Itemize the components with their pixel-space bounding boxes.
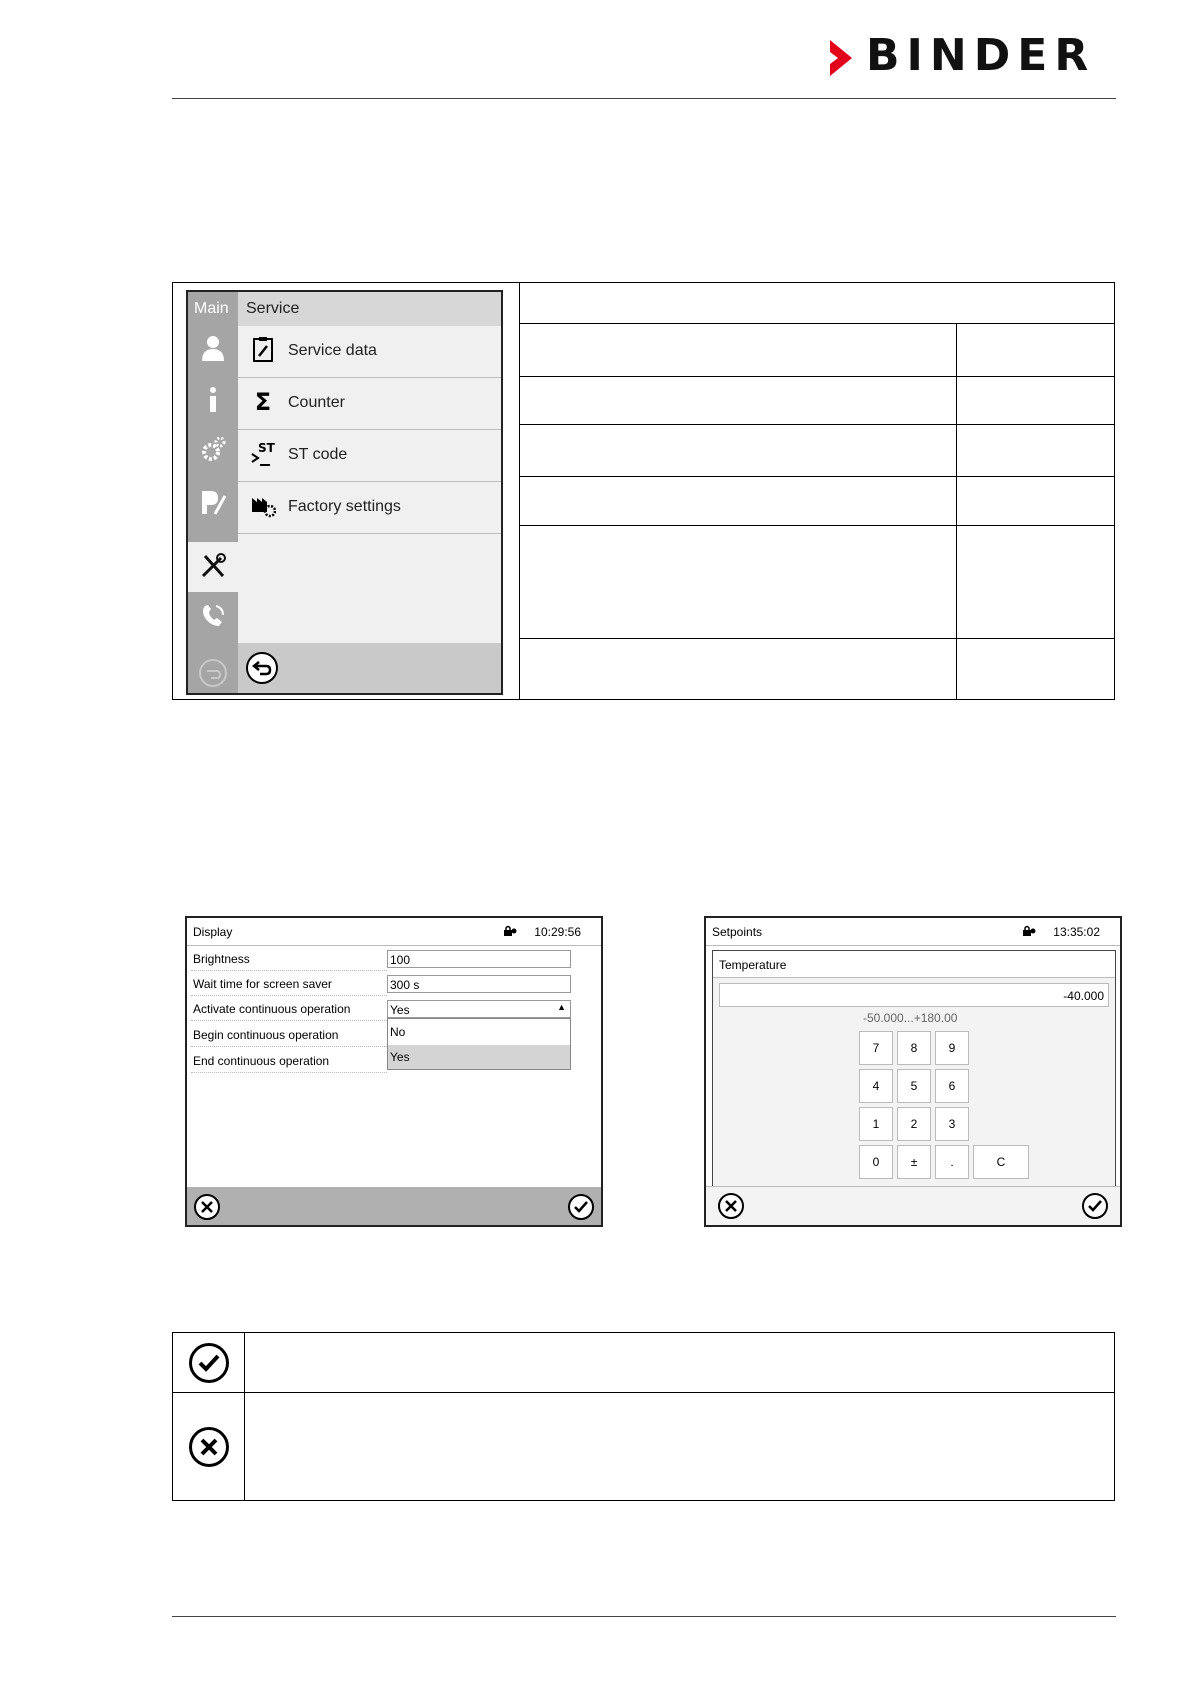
dropdown-option-no[interactable]: No — [390, 1025, 406, 1039]
binder-logo — [826, 30, 1116, 81]
setting-row — [191, 946, 387, 971]
setpoints-header — [706, 918, 1120, 946]
clock-time: 10:29:56 — [534, 925, 581, 939]
logo-arrow-icon — [826, 36, 856, 80]
menu-item-service-data[interactable] — [238, 326, 501, 378]
screen-title: Setpoints — [712, 925, 763, 939]
keypad-2[interactable]: 2 — [897, 1107, 931, 1141]
keypad-clear[interactable]: C — [973, 1145, 1029, 1179]
footer-rule — [172, 1616, 1116, 1617]
value-input[interactable] — [719, 983, 1109, 1007]
setting-row — [191, 996, 387, 1021]
setting-label: Wait time for screen saver — [193, 977, 332, 991]
back-button[interactable] — [246, 652, 278, 684]
cancel-x-icon — [189, 1427, 229, 1467]
cancel-button[interactable] — [194, 1194, 220, 1220]
factory-gear-icon — [250, 492, 276, 520]
menu-item-label: Factory settings — [288, 498, 401, 515]
back-arrow-icon — [248, 654, 276, 682]
clipboard-wrench-icon — [250, 336, 276, 364]
numeric-input-dialog — [712, 950, 1116, 1189]
dialog-title-bar — [713, 951, 1115, 978]
service-menu-table — [172, 282, 1115, 700]
keypad-decimal[interactable]: . — [935, 1145, 969, 1179]
setting-label: Brightness — [193, 952, 250, 966]
keypad-plus-minus[interactable]: ± — [897, 1145, 931, 1179]
dropdown-arrow-icon: ▲ — [557, 1002, 566, 1012]
brightness-input[interactable] — [387, 950, 571, 968]
keypad-8[interactable]: 8 — [897, 1031, 931, 1065]
dropdown-list — [387, 1018, 571, 1070]
check-icon — [570, 1196, 592, 1218]
user-lock-icon — [1022, 925, 1036, 940]
menu-item-factory-settings[interactable] — [238, 482, 501, 534]
service-bottom-bar — [238, 643, 501, 693]
service-tools-icon[interactable] — [188, 552, 238, 587]
dropdown-option-yes[interactable]: Yes — [388, 1045, 570, 1069]
sigma-icon: Σ — [254, 388, 272, 416]
value-range: -50.000...+180.00 — [863, 1011, 958, 1025]
service-screen — [186, 290, 503, 695]
clock-time: 13:35:02 — [1053, 925, 1100, 939]
setting-row — [191, 1022, 387, 1047]
menu-item-label: ST code — [288, 446, 348, 463]
setting-label: End continuous operation — [193, 1054, 330, 1068]
confirm-check-icon — [189, 1343, 229, 1383]
icon-legend-table — [172, 1332, 1115, 1501]
close-icon — [720, 1195, 742, 1217]
keypad-5[interactable]: 5 — [897, 1069, 931, 1103]
svg-text:ST: ST — [258, 441, 275, 455]
field-label: Temperature — [719, 958, 787, 972]
confirm-button[interactable] — [568, 1194, 594, 1220]
input-value: -40.000 — [1063, 989, 1104, 1003]
menu-item-st-code[interactable] — [238, 430, 501, 482]
field-value: 100 — [390, 953, 411, 967]
field-value: 300 s — [390, 978, 420, 992]
title-main[interactable]: Main — [194, 300, 229, 317]
phone-support-icon[interactable] — [188, 602, 238, 637]
setting-label: Begin continuous operation — [193, 1028, 339, 1042]
info-icon[interactable] — [188, 386, 238, 421]
setpoints-screen — [704, 916, 1122, 1227]
title-service: Service — [246, 300, 300, 317]
keypad-4[interactable]: 4 — [859, 1069, 893, 1103]
close-icon — [196, 1196, 218, 1218]
check-icon — [1084, 1195, 1106, 1217]
continuous-operation-select[interactable] — [387, 1000, 571, 1018]
setting-label: Activate continuous operation — [193, 1002, 351, 1016]
screen-title: Display — [193, 925, 233, 939]
service-title-bar — [194, 292, 501, 326]
keypad-9[interactable]: 9 — [935, 1031, 969, 1065]
display-header — [187, 918, 601, 946]
keypad-0[interactable]: 0 — [859, 1145, 893, 1179]
menu-item-counter[interactable] — [238, 378, 501, 430]
setting-row — [191, 1048, 387, 1073]
keypad-7[interactable]: 7 — [859, 1031, 893, 1065]
display-bottom-bar — [187, 1187, 601, 1225]
field-value: Yes — [390, 1003, 410, 1017]
keypad-3[interactable]: 3 — [935, 1107, 969, 1141]
setting-row — [191, 971, 387, 996]
logo-text: BINDER — [866, 30, 1096, 81]
back-icon-disabled — [188, 658, 238, 695]
sidebar — [188, 292, 238, 693]
keypad-1[interactable]: 1 — [859, 1107, 893, 1141]
display-screen — [185, 916, 603, 1227]
setpoints-bottom-bar — [706, 1186, 1120, 1225]
keypad-6[interactable]: 6 — [935, 1069, 969, 1103]
program-edit-icon[interactable] — [188, 488, 238, 523]
user-icon[interactable] — [188, 334, 238, 369]
cancel-button[interactable] — [718, 1193, 744, 1219]
confirm-button[interactable] — [1082, 1193, 1108, 1219]
menu-item-label: Service data — [288, 342, 377, 359]
gears-icon[interactable] — [188, 436, 238, 471]
header-rule — [172, 98, 1116, 99]
screen-saver-input[interactable] — [387, 975, 571, 993]
user-lock-icon — [503, 925, 517, 940]
st-code-icon — [250, 440, 276, 468]
menu-item-label: Counter — [288, 394, 345, 411]
